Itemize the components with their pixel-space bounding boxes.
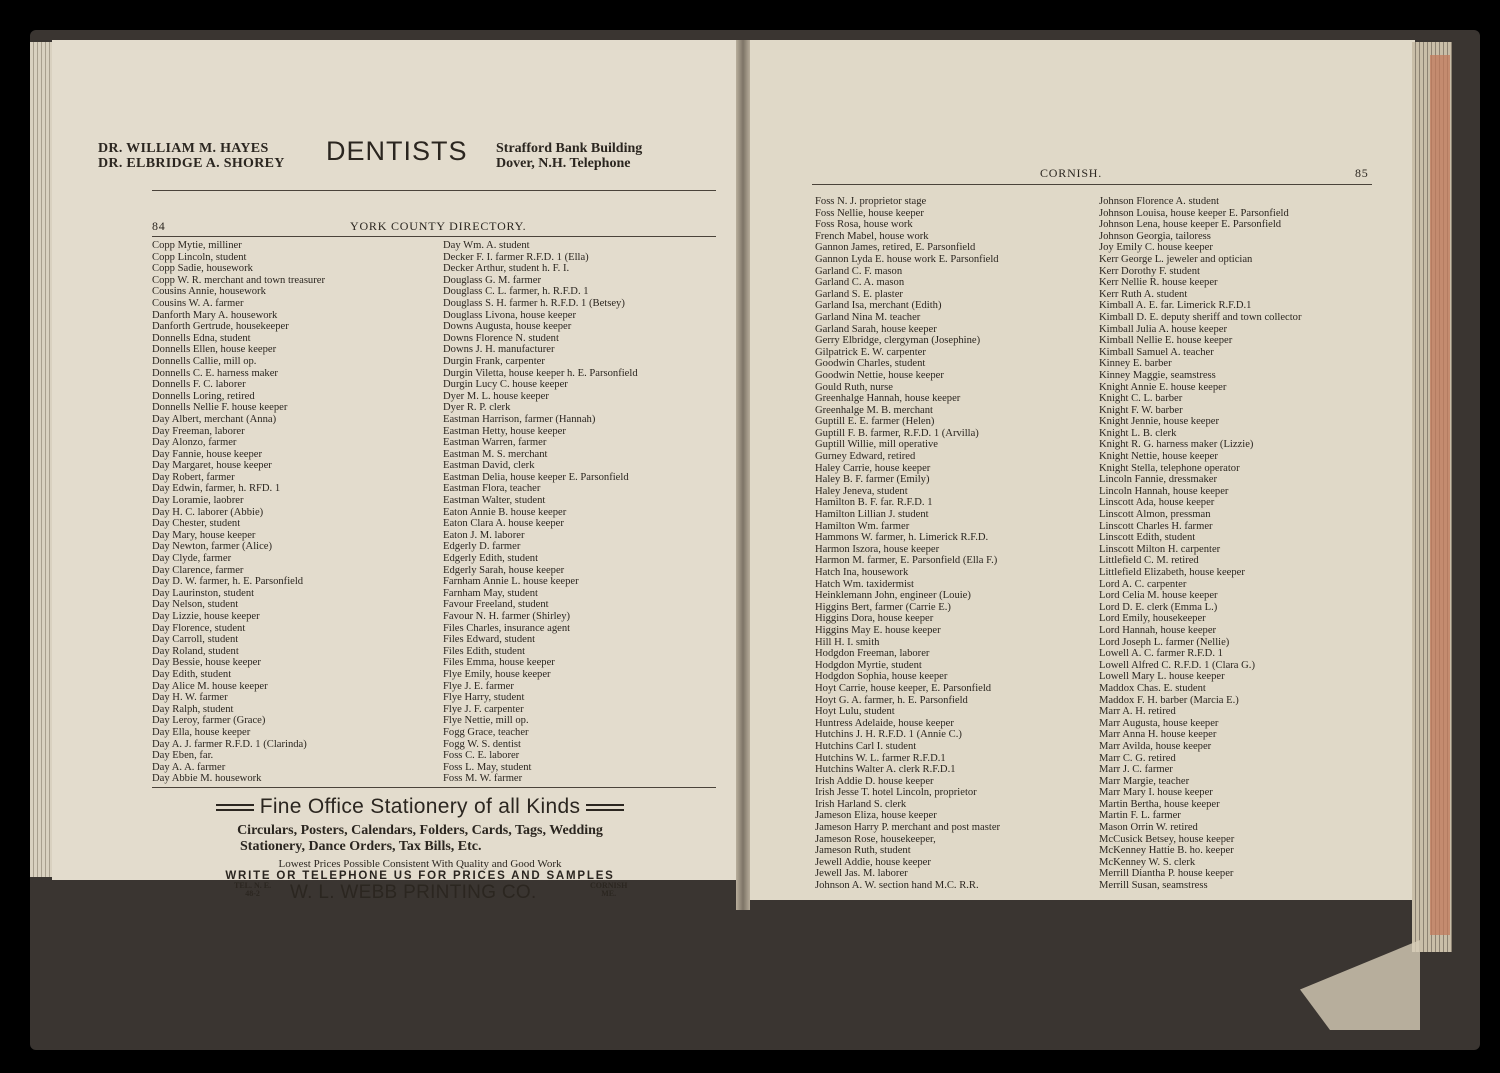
directory-entry: Eastman Delia, house keeper E. Parsonfield [443, 471, 629, 483]
directory-entry: Flye Emily, house keeper [443, 668, 551, 680]
directory-entry: Kimball Samuel A. teacher [1099, 346, 1214, 358]
directory-entry: Day A. A. farmer [152, 761, 226, 773]
directory-entry: Day Clyde, farmer [152, 553, 232, 565]
header-rule-right [812, 184, 1372, 185]
ad-company-name: W. L. WEBB PRINTING CO. [290, 882, 537, 903]
directory-entry: Donnells C. E. harness maker [152, 367, 278, 379]
directory-entry: Jewell Jas. M. laborer [815, 868, 908, 880]
directory-entry: Marr Mary I. house keeper [1099, 787, 1213, 799]
directory-entry: Day Chester, student [152, 518, 241, 530]
directory-entry: Edgerly Edith, student [443, 553, 539, 565]
directory-entry: Gould Ruth, nurse [815, 381, 893, 393]
directory-entry: Foss N. J. proprietor stage [815, 196, 927, 207]
directory-entry: McKenney Hattie B. ho. keeper [1099, 845, 1234, 857]
directory-entry: Files Edith, student [443, 645, 526, 657]
directory-entry: Day Loramie, laobrer [152, 495, 244, 507]
book-gutter [736, 40, 750, 910]
directory-entry: Downs Florence N. student [443, 332, 559, 344]
directory-entry: Gannon Lyda E. house work E. Parsonfield [815, 253, 999, 265]
directory-entry: Hutchins W. L. farmer R.F.D.1 [815, 752, 946, 764]
directory-entry: Donnells Nellie F. house keeper [152, 402, 288, 414]
directory-entry: Foss C. E. laborer [443, 750, 520, 762]
directory-entry: Marr A. H. retired [1099, 706, 1176, 718]
directory-entry: Day Bessie, house keeper [152, 657, 261, 669]
directory-entry: Flye Nettie, mill op. [443, 715, 529, 727]
directory-entry: Eaton Clara A. house keeper [443, 518, 564, 530]
directory-entry: Day Fannie, house keeper [152, 448, 263, 460]
directory-entry: Gannon James, retired, E. Parsonfield [815, 242, 976, 254]
directory-entry: Gerry Elbridge, clergyman (Josephine) [815, 335, 981, 347]
directory-entry: Cousins W. A. farmer [152, 297, 244, 309]
directory-entry: Kerr Nellie R. house keeper [1099, 277, 1218, 289]
directory-entry: Lord Joseph L. farmer (Nellie) [1099, 636, 1230, 648]
ad-doctor-2: DR. ELBRIDGE A. SHOREY [98, 156, 285, 171]
directory-entry: Johnson Lena, house keeper E. Parsonfield [1099, 219, 1282, 231]
directory-entry: Hodgdon Sophia, house keeper [815, 671, 948, 683]
directory-entry: Knight R. G. harness maker (Lizzie) [1099, 439, 1254, 451]
directory-entry: Knight Nettie, house keeper [1099, 451, 1218, 463]
directory-entry: Day Mary, house keeper [152, 529, 256, 541]
directory-entry: Kinney E. barber [1099, 358, 1172, 370]
directory-entry: Danforth Mary A. housework [152, 309, 278, 321]
directory-entry: Files Charles, insurance agent [443, 622, 571, 634]
directory-entry: McCusick Betsey, house keeper [1099, 833, 1235, 845]
directory-entry: Jewell Addie, house keeper [815, 856, 931, 868]
ad-title: DENTISTS [326, 136, 468, 166]
ad-footer-line-4: WRITE OR TELEPHONE US FOR PRICES AND SAMPLES [225, 870, 615, 882]
directory-entry: Knight Annie E. house keeper [1099, 381, 1227, 393]
directory-entry: Linscott Milton H. carpenter [1099, 543, 1221, 555]
directory-entry: Copp Sadie, housework [152, 263, 253, 275]
dentists-advertisement [98, 136, 658, 176]
directory-entry: Harmon Iszora, house keeper [815, 543, 940, 555]
page-number-left: 84 [152, 219, 166, 233]
directory-entry: Maddox F. H. barber (Marcia E.) [1099, 694, 1239, 706]
directory-entry: Decker Arthur, student h. F. I. [443, 263, 570, 275]
page-tab-edge [1430, 55, 1450, 935]
directory-entry: Hoyt G. A. farmer, h. E. Parsonfield [815, 694, 968, 706]
directory-entry: Copp Lincoln, student [152, 251, 247, 263]
directory-entry: Kerr Ruth A. student [1099, 288, 1188, 300]
directory-entry: Day D. W. farmer, h. E. Parsonfield [152, 576, 304, 588]
directory-entry: Day Roland, student [152, 645, 239, 657]
ad-tel-line-1: TEL. N. E. [234, 881, 272, 890]
directory-entry: Hutchins J. H. R.F.D. 1 (Annie C.) [815, 729, 962, 741]
left-page-edges [30, 42, 54, 877]
directory-entry: Joy Emily C. house keeper [1099, 242, 1213, 254]
directory-entry: Hutchins Walter A. clerk R.F.D.1 [815, 764, 956, 776]
directory-entry: Hamilton Wm. farmer [815, 520, 910, 532]
directory-entry: Goodwin Nettie, house keeper [815, 369, 944, 381]
directory-entry: Kerr George L. jeweler and optician [1099, 253, 1253, 265]
directory-entry: Douglass C. L. farmer, h. R.F.D. 1 [443, 286, 589, 298]
directory-entry: Day Robert, farmer [152, 471, 235, 483]
directory-entry: Day Abbie M. housework [152, 773, 262, 785]
ad-address-line-2: Dover, N.H. Telephone [496, 156, 631, 171]
header-rule-bottom [152, 236, 716, 237]
directory-entry: Decker F. I. farmer R.F.D. 1 (Ella) [443, 251, 589, 263]
directory-entry: Donnells Edna, student [152, 332, 251, 344]
directory-entry: Higgins Bert, farmer (Carrie E.) [815, 601, 951, 613]
directory-entry: Foss Rosa, house work [815, 219, 913, 231]
directory-entry: Jameson Harry P. merchant and post master [815, 822, 1001, 834]
ad-footer-line-1: Circulars, Posters, Calendars, Folders, Cards, Tags, Wedding [237, 823, 603, 838]
directory-entry: Day Eben, far. [152, 750, 214, 762]
directory-entry: Durgin Viletta, house keeper h. E. Parsonfield [443, 367, 638, 379]
directory-entry: Jameson Eliza, house keeper [815, 810, 937, 822]
directory-entry: Day Albert, merchant (Anna) [152, 413, 277, 425]
directory-entry: Haley B. F. farmer (Emily) [815, 474, 930, 486]
directory-entry: Guptill E. E. farmer (Helen) [815, 416, 935, 428]
directory-entry: Mason Orrin W. retired [1099, 822, 1198, 834]
directory-entry: Day Freeman, laborer [152, 425, 245, 437]
directory-entry: Foss L. May, student [443, 761, 532, 773]
directory-entry: Garland Nina M. teacher [815, 311, 921, 323]
directory-entry: Eastman Walter, student [443, 495, 546, 507]
directory-entry: Jameson Rose, housekeeper, [815, 833, 936, 845]
directory-entry: Johnson Louisa, house keeper E. Parsonfield [1099, 207, 1289, 219]
directory-entry: Favour N. H. farmer (Shirley) [443, 611, 571, 622]
directory-entry: Guptill F. B. farmer, R.F.D. 1 (Arvilla) [815, 427, 979, 439]
directory-entry: Flye J. F. carpenter [443, 703, 524, 715]
directory-entry: Knight C. L. barber [1099, 393, 1183, 405]
directory-entry: Lord Emily, housekeeper [1099, 613, 1206, 625]
directory-entry: Dyer M. L. house keeper [443, 390, 549, 402]
directory-entry: Hoyt Carrie, house keeper, E. Parsonfield [815, 682, 992, 694]
running-head-left: YORK COUNTY DIRECTORY. [350, 219, 527, 233]
directory-entry: Day Florence, student [152, 622, 246, 634]
directory-entry: Lincoln Hannah, house keeper [1099, 485, 1229, 497]
directory-entry: Hatch Wm. taxidermist [815, 578, 914, 590]
directory-entry: Garland C. F. mason [815, 265, 903, 277]
directory-entry: Eastman Harrison, farmer (Hannah) [443, 413, 596, 425]
directory-entry: Maddox Chas. E. student [1099, 682, 1206, 694]
directory-entry: Linscott Ada, house keeper [1099, 497, 1215, 509]
directory-entry: Eaton J. M. laborer [443, 529, 525, 541]
ad-address-line-1: Strafford Bank Building [496, 141, 643, 156]
directory-entry: Flye J. E. farmer [443, 680, 514, 692]
directory-entry: Huntress Adelaide, house keeper [815, 717, 954, 729]
decorative-rule-right [586, 804, 624, 811]
directory-entry: Goodwin Charles, student [815, 358, 926, 370]
directory-entry: French Mabel, house work [815, 230, 929, 242]
directory-entry: Lord Hannah, house keeper [1099, 624, 1217, 636]
directory-entry: Farnham May, student [443, 587, 538, 599]
directory-entry: Irish Addie D. house keeper [815, 775, 934, 787]
directory-entry: Edgerly Sarah, house keeper [443, 564, 565, 576]
directory-entry: Littlefield C. M. retired [1099, 555, 1199, 567]
directory-entry: Guptill Willie, mill operative [815, 439, 938, 451]
directory-column-left-2 [443, 240, 638, 785]
ad-telephone [234, 882, 271, 898]
header-rule-top [152, 190, 716, 191]
directory-entry: Downs Augusta, house keeper [443, 321, 572, 333]
directory-entry: Day A. J. farmer R.F.D. 1 (Clarinda) [152, 738, 307, 750]
directory-entry: Eaton Annie B. house keeper [443, 506, 567, 518]
directory-entry: Garland Isa, merchant (Edith) [815, 300, 942, 312]
ad-doctor-names [98, 141, 285, 171]
directory-entry: Jameson Ruth, student [815, 845, 911, 857]
directory-entry: Garland S. E. plaster [815, 288, 903, 300]
ad-footer-headline-row [180, 795, 660, 819]
directory-entry: Day Margaret, house keeper [152, 460, 272, 472]
directory-entry: Marr J. C. farmer [1099, 764, 1173, 776]
ad-town-line-1: CORNISH [590, 881, 628, 890]
directory-entry: Knight Stella, telephone operator [1099, 462, 1240, 474]
directory-entry: Day Ralph, student [152, 703, 234, 715]
directory-entry: Day Carroll, student [152, 634, 239, 646]
directory-entry: Marr Anna H. house keeper [1099, 729, 1217, 741]
directory-entry: Knight L. B. clerk [1099, 427, 1177, 439]
printing-advertisement [180, 795, 660, 906]
directory-entry: Cousins Annie, housework [152, 286, 266, 298]
directory-entry: Edgerly D. farmer [443, 541, 521, 553]
directory-column-right-2 [1099, 196, 1302, 892]
directory-entry: Martin Bertha, house keeper [1099, 798, 1220, 810]
directory-entry: Day Alice M. house keeper [152, 680, 268, 692]
directory-entry: Eastman Warren, farmer [443, 437, 547, 449]
directory-entry: Durgin Frank, carpenter [443, 355, 545, 367]
directory-entry: Haley Jeneva, student [815, 485, 908, 497]
directory-entry: Marr C. G. retired [1099, 752, 1176, 764]
directory-entry: Hodgdon Freeman, laborer [815, 648, 930, 660]
directory-entry: Farnham Annie L. house keeper [443, 576, 579, 588]
directory-entry: Gilpatrick E. W. carpenter [815, 346, 926, 358]
directory-entry: Johnson Florence A. student [1099, 196, 1220, 207]
directory-entry: Kimball Nellie E. house keeper [1099, 335, 1233, 347]
directory-entry: Knight Jennie, house keeper [1099, 416, 1220, 428]
directory-entry: Johnson A. W. section hand M.C. R.R. [815, 880, 979, 892]
directory-entry: Day Leroy, farmer (Grace) [152, 715, 266, 727]
directory-entry: Hutchins Carl I. student [815, 740, 917, 752]
directory-entry: Johnson Georgia, tailoress [1099, 230, 1211, 242]
directory-entry: Flye Harry, student [443, 692, 525, 704]
directory-entry: Day Nelson, student [152, 599, 239, 611]
directory-entry: Higgins Dora, house keeper [815, 613, 934, 625]
directory-entry: Douglass G. M. farmer [443, 274, 541, 286]
directory-entry: Garland C. A. mason [815, 277, 905, 289]
directory-entry: Kimball A. E. far. Limerick R.F.D.1 [1099, 300, 1252, 312]
ad-footer-company-row [180, 882, 660, 906]
directory-entry: Merrill Susan, seamstress [1099, 880, 1208, 892]
directory-entry: Hamilton Lillian J. student [815, 509, 929, 521]
directory-entry: Day H. W. farmer [152, 692, 228, 704]
directory-entry: Merrill Diantha P. house keeper [1099, 868, 1234, 880]
decorative-rule-left [216, 804, 254, 811]
directory-entry: Heinklemann John, engineer (Louie) [815, 590, 971, 602]
directory-entry: Day Alonzo, farmer [152, 437, 237, 449]
ad-address [496, 141, 642, 171]
directory-entry: Favour Freeland, student [443, 599, 549, 611]
ad-footer-rule [152, 787, 716, 788]
directory-entry: Day Edwin, farmer, h. RFD. 1 [152, 483, 281, 495]
directory-entry: Knight F. W. barber [1099, 404, 1183, 416]
directory-entry: Donnells F. C. laborer [152, 379, 246, 391]
directory-entry: Donnells Ellen, house keeper [152, 344, 277, 356]
directory-entry: Fogg Grace, teacher [443, 726, 529, 738]
directory-entry: Lord Celia M. house keeper [1099, 590, 1218, 602]
directory-entry: Littlefield Elizabeth, house keeper [1099, 567, 1245, 578]
directory-entry: Hill H. I. smith [815, 636, 880, 648]
directory-entry: Donnells Loring, retired [152, 390, 255, 402]
directory-entry: Douglass S. H. farmer h. R.F.D. 1 (Betsey) [443, 297, 625, 309]
directory-entry: Day Wm. A. student [443, 240, 530, 251]
directory-entry: Downs J. H. manufacturer [443, 344, 555, 356]
directory-entry: Foss M. W. farmer [443, 773, 523, 785]
directory-entry: Fogg W. S. dentist [443, 738, 521, 750]
ad-footer-headline: Fine Office Stationery of all Kinds [259, 795, 581, 818]
directory-entry: Day Ella, house keeper [152, 726, 251, 738]
directory-entry: Copp Mytie, milliner [152, 240, 242, 251]
directory-entry: Irish Harland S. clerk [815, 798, 907, 810]
directory-entry: Lord A. C. carpenter [1099, 578, 1187, 590]
directory-entry: Dyer R. P. clerk [443, 402, 511, 414]
ad-footer-line-2: Stationery, Dance Orders, Tax Bills, Etc. [240, 839, 482, 854]
directory-entry: Douglass Livona, house keeper [443, 309, 576, 321]
directory-entry: Lowell Alfred C. R.F.D. 1 (Clara G.) [1099, 659, 1255, 671]
directory-entry: Linscott Edith, student [1099, 532, 1196, 544]
directory-entry: Linscott Charles H. farmer [1099, 520, 1213, 532]
ad-town [590, 882, 627, 898]
directory-entry: Kerr Dorothy F. student [1099, 265, 1200, 277]
directory-entry: Harmon M. farmer, E. Parsonfield (Ella F.) [815, 555, 998, 567]
directory-column-left-1 [152, 240, 325, 785]
directory-entry: Lowell Mary L. house keeper [1099, 671, 1225, 683]
directory-entry: Greenhalge Hannah, house keeper [815, 393, 961, 405]
ad-footer-line-3: Lowest Prices Possible Consistent With Quality and Good Work [278, 858, 562, 870]
directory-entry: Files Edward, student [443, 634, 536, 646]
page-number-right: 85 [1355, 166, 1369, 180]
directory-entry: Kimball Julia A. house keeper [1099, 323, 1227, 335]
directory-entry: Gurney Edward, retired [815, 451, 916, 463]
directory-entry: Day Laurinston, student [152, 587, 255, 599]
directory-entry: Hodgdon Myrtie, student [815, 659, 922, 671]
directory-entry: Day Clarence, farmer [152, 564, 244, 576]
directory-entry: Marr Augusta, house keeper [1099, 717, 1219, 729]
directory-entry: Eastman Flora, teacher [443, 483, 541, 495]
directory-entry: McKenney W. S. clerk [1099, 856, 1196, 868]
ad-tel-line-2: 48-2 [245, 889, 260, 898]
ad-town-line-2: ME. [601, 889, 617, 898]
directory-entry: Foss Nellie, house keeper [815, 207, 924, 219]
directory-entry: Day Newton, farmer (Alice) [152, 541, 273, 553]
directory-entry: Haley Carrie, house keeper [815, 462, 931, 474]
directory-entry: Lowell A. C. farmer R.F.D. 1 [1099, 648, 1223, 660]
directory-entry: Day Lizzie, house keeper [152, 611, 260, 622]
directory-entry: Hoyt Lulu, student [815, 706, 895, 718]
directory-entry: Garland Sarah, house keeper [815, 323, 937, 335]
directory-entry: Day H. C. laborer (Abbie) [152, 506, 264, 518]
directory-entry: Files Emma, house keeper [443, 657, 555, 669]
directory-entry: Irish Jesse T. hotel Lincoln, proprietor [815, 787, 977, 799]
directory-entry: Day Edith, student [152, 668, 232, 680]
directory-entry: Eastman M. S. merchant [443, 448, 548, 460]
directory-entry: Hatch Ina, housework [815, 567, 909, 578]
directory-column-right-1 [815, 196, 1000, 892]
directory-entry: Durgin Lucy C. house keeper [443, 379, 568, 391]
directory-entry: Danforth Gertrude, housekeeper [152, 321, 289, 333]
directory-entry: Kimball D. E. deputy sheriff and town collector [1099, 311, 1302, 323]
running-head-right: CORNISH. [1040, 166, 1103, 180]
directory-entry: Marr Avilda, house keeper [1099, 740, 1212, 752]
directory-entry: Hamilton B. F. far. R.F.D. 1 [815, 497, 933, 509]
directory-entry: Donnells Callie, mill op. [152, 355, 257, 367]
directory-entry: Lincoln Fannie, dressmaker [1099, 474, 1217, 486]
directory-entry: Lord D. E. clerk (Emma L.) [1099, 601, 1218, 613]
directory-entry: Martin F. L. farmer [1099, 810, 1181, 822]
directory-entry: Copp W. R. merchant and town treasurer [152, 274, 325, 286]
directory-entry: Eastman David, clerk [443, 460, 535, 472]
directory-entry: Greenhalge M. B. merchant [815, 404, 933, 416]
directory-entry: Linscott Almon, pressman [1099, 509, 1211, 521]
directory-entry: Eastman Hetty, house keeper [443, 425, 566, 437]
ad-doctor-1: DR. WILLIAM M. HAYES [98, 141, 269, 156]
directory-entry: Kinney Maggie, seamstress [1099, 369, 1216, 381]
directory-entry: Hammons W. farmer, h. Limerick R.F.D. [815, 532, 989, 544]
directory-entry: Marr Margie, teacher [1099, 775, 1190, 787]
directory-entry: Higgins May E. house keeper [815, 624, 941, 636]
